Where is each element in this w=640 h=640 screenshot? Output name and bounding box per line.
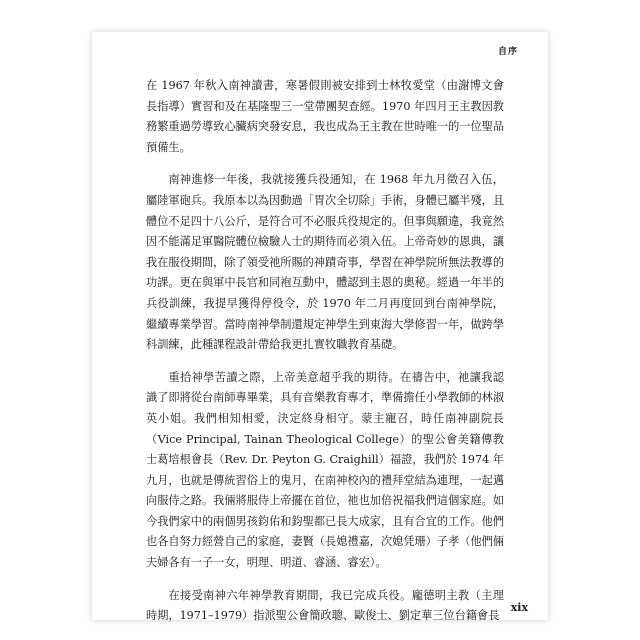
paragraph-3: 重拾神學苦讀之際，上帝美意超乎我的期待。在禱告中，祂讓我認識了即將從台南師專畢業，具有音樂教育專才，準備擔任小學教師的林淑英小姐。我們相知相愛，決定終身相守。蒙主寵召，時任南神副院長（Vice Principal, Tainan Theological College）的聖公會美籍傳教士葛培根會長（Rev. Dr. Peyton G. Craighill）福證，我們於 1974 年九月，也就是傳統習俗上的鬼月，在南神校內的禮拜堂結為連理，一起邁向服侍之路。我倆將服侍上帝擺在首位，祂也加倍祝福我們這個家庭。如今我們家中的兩個男孩鈞佑和鈞聖都已長大成家，且有合宜的工作。他們也各自努力經營自己的家庭，妻賢（長媳禮嘉，次媳凭珊）子孝（他們倆夫婦各有一子一女，明理、明道、睿涵、睿宏）。	[146, 370, 505, 570]
paragraph-2: 南神進修一年後，我就接獲兵役通知，在 1968 年九月徵召入伍，屬陸軍砲兵。我原本以為因動過「胃次全切除」手術，身體已屬半殘，且體位不足四十八公斤，是符合可不必服兵役規定的。但事與願違，我竟然因不能滿足軍醫院體位檢驗人士的期待而必須入伍。上帝奇妙的恩典，讓我在服役期間，除了領受祂所賜的神蹟奇事，學習在神學院所無法教導的功課。更在與軍中長官和同袍互動中，體認到主恩的奧秘。經過一年半的兵役訓練，我提早獲得停役令，於 1970 年二月再度回到台南神學院，繼續專業學習。當時南神學制還規定神學生到東海大學修習一年，做跨學科訓練，此種課程設計帶給我更扎實牧職教育基礎。	[146, 173, 505, 352]
page-number: xix	[510, 601, 528, 614]
running-header: 自序	[497, 47, 518, 57]
paragraph-4: 在接受南神六年神學教育期間，我已完成兵役。龐德明主教（主理時期，1971–1979）指派聖公會簡政聰、歐俊士、劉定華三位台籍會長	[146, 588, 504, 623]
body-text	[146, 76, 504, 639]
paragraph-1: 在 1967 年秋入南神讀書，寒暑假則被安排到士林牧愛堂（由謝博文會長指導）實習和及在基隆聖三一堂帶團契查經。1970 年四月王主教因教務繁重過勞導致心臟病突發安息，我也成為王主教在世時唯一的一位聖品預備生。	[146, 79, 505, 154]
